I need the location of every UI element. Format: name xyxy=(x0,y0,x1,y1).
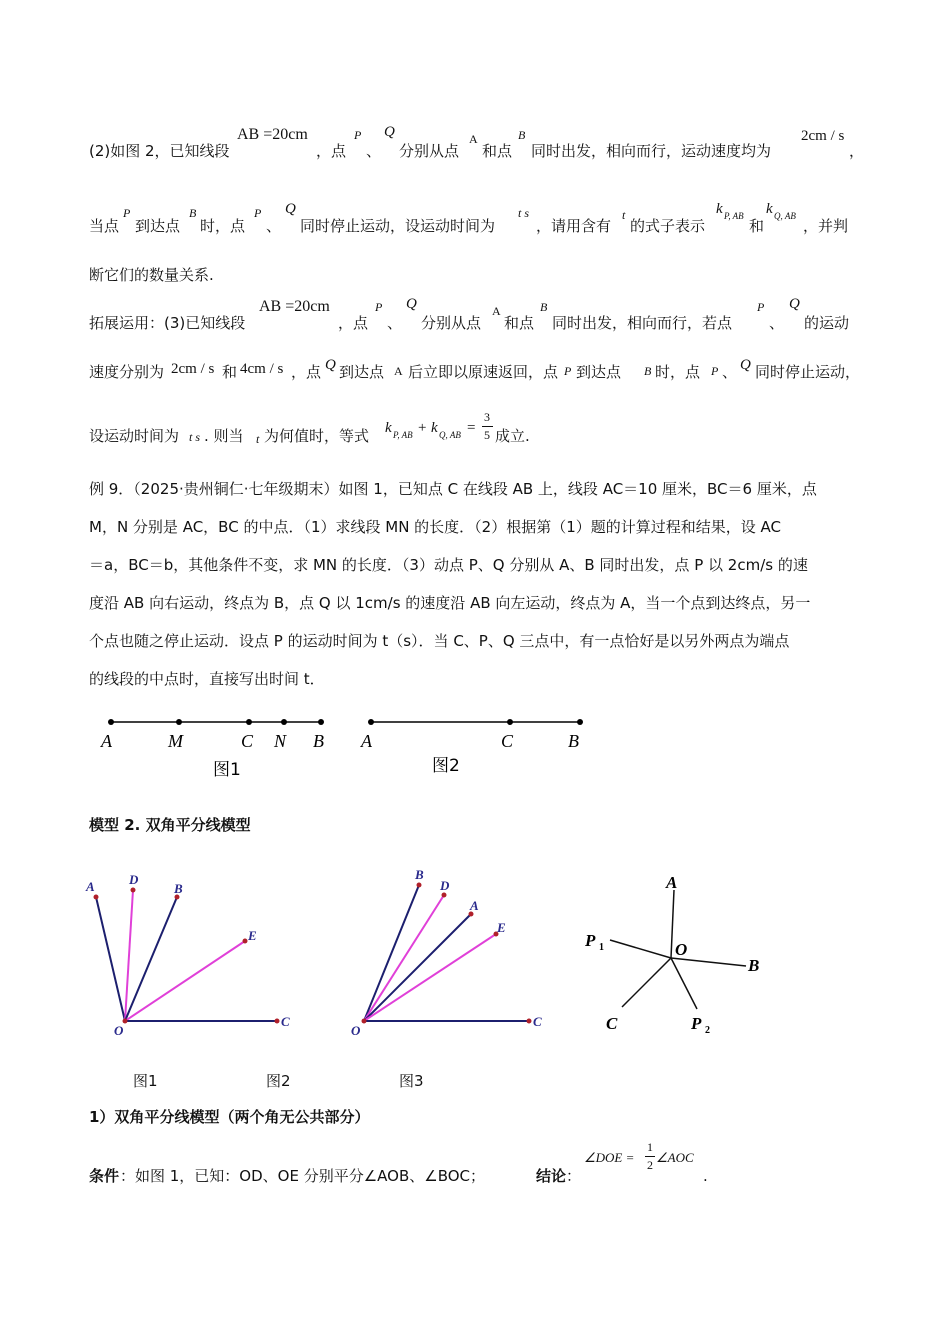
p3-l2a: 速度分别为 xyxy=(89,363,165,381)
segment-figure-2 xyxy=(355,705,595,790)
point-n xyxy=(281,719,287,725)
ray-oa xyxy=(96,897,125,1021)
label-b: B xyxy=(415,867,424,882)
point-m xyxy=(176,719,182,725)
p3-k1sub: P, AB xyxy=(393,430,413,440)
concl-end: . xyxy=(703,1167,708,1185)
p2b-when: 时，点 xyxy=(200,217,246,235)
p3-t: t xyxy=(256,432,260,446)
caption-fig2: 图2 xyxy=(432,756,460,776)
angle-figure-3 xyxy=(575,865,785,1045)
label-p1-sub: 1 xyxy=(599,942,604,953)
p3-from: 分别从点 xyxy=(421,314,482,332)
concl-den: 2 xyxy=(647,1158,653,1172)
point-e xyxy=(243,939,248,944)
p3-k1: k xyxy=(385,420,392,436)
ray-ob xyxy=(125,897,177,1021)
ex9-block xyxy=(89,470,817,698)
p2-prefix: (2)如图 2，已知线段 xyxy=(89,142,230,160)
p3-v2: 4cm / s xyxy=(240,361,284,377)
p2b-P: P xyxy=(123,206,131,220)
label-p1: P xyxy=(585,931,596,950)
p2b-reach: 到达点 xyxy=(135,217,181,235)
p2b-dun: 、 xyxy=(266,217,282,235)
ray-oc xyxy=(622,958,671,1007)
p2b-please: ，请用含有 xyxy=(536,217,612,235)
ray-ob xyxy=(671,958,746,966)
p2b-Q: Q xyxy=(285,201,296,217)
p3-P2: P xyxy=(757,300,765,314)
p2-ab: AB =20cm xyxy=(237,126,308,143)
p2-A: A xyxy=(469,132,478,146)
p2b-B: B xyxy=(189,206,197,220)
p2b-line3: 断它们的数量关系. xyxy=(89,266,214,284)
p2-mid: 同时出发，相向而行，运动速度均为 xyxy=(531,142,772,160)
p3-l2f: 到达点 xyxy=(576,363,622,381)
label-o: O xyxy=(351,1023,361,1038)
label-o: O xyxy=(114,1023,124,1038)
p3-Q3: Q xyxy=(325,357,336,373)
label-a: A xyxy=(666,873,678,892)
p3-den: 5 xyxy=(484,428,490,442)
concl-lhs: ∠DOE = xyxy=(584,1150,635,1165)
ray-oa xyxy=(671,890,674,958)
cond-text: ：如图 1，已知：OD、OE 分别平分∠AOB、∠BOC； xyxy=(120,1167,486,1185)
p2b-k1: k xyxy=(716,201,723,217)
p3-Q2: Q xyxy=(789,296,800,312)
label-c: C xyxy=(241,731,254,751)
p2b-pre: 当点 xyxy=(89,217,120,235)
p2b-tail: ，并判 xyxy=(803,217,849,235)
label-c: C xyxy=(501,731,514,751)
p3-dun: 、 xyxy=(387,314,403,332)
p3-plus: + xyxy=(418,420,427,436)
p2b-stop: 同时停止运动，设运动时间为 xyxy=(300,217,496,235)
point-a xyxy=(94,895,99,900)
p2-from: 分别从点 xyxy=(399,142,460,160)
p3-l2g: 时，点 xyxy=(655,363,701,381)
p3-prefix: 拓展运用：(3)已知线段 xyxy=(89,314,246,332)
label-b: B xyxy=(568,731,579,751)
p3-l2i: 同时停止运动， xyxy=(755,363,861,381)
p3-P4: P xyxy=(711,364,719,378)
p3-l3a: 设运动时间为 xyxy=(89,427,180,445)
caption-angle-fig3: 图3 xyxy=(399,1072,424,1090)
p2-B: B xyxy=(518,128,526,142)
p3-k2sub: Q, AB xyxy=(439,430,461,440)
p3-B2: B xyxy=(644,364,652,378)
p3-l2d: 到达点 xyxy=(339,363,385,381)
label-n: N xyxy=(274,731,287,751)
concl-frac-bar xyxy=(645,1156,655,1157)
caption-fig1: 图1 xyxy=(213,760,241,780)
p3-l2b: 和 xyxy=(222,363,238,381)
point-a xyxy=(368,719,374,725)
label-c: C xyxy=(281,1014,290,1029)
p2-and: 和点 xyxy=(482,142,513,160)
label-b: B xyxy=(313,731,324,751)
p2b-t: t xyxy=(622,208,626,222)
label-b: B xyxy=(748,956,760,975)
angle-figure-2 xyxy=(340,862,560,1040)
p3-num: 3 xyxy=(484,410,490,424)
point-b xyxy=(417,883,422,888)
p2b-k2: k xyxy=(766,201,773,217)
p3-l2e: 后立即以原速返回，点 xyxy=(408,363,559,381)
point-c xyxy=(275,1019,280,1024)
p3-P3: P xyxy=(564,364,572,378)
label-e: E xyxy=(248,928,257,943)
p3-and: 和点 xyxy=(504,314,535,332)
concl-num: 1 xyxy=(647,1140,653,1154)
caption-angle-fig1: 图1 xyxy=(133,1072,158,1090)
p3-eq: = xyxy=(467,420,476,436)
angle-figure-1 xyxy=(80,870,300,1040)
p3-B: B xyxy=(540,300,548,314)
p3-A2: A xyxy=(394,364,403,378)
point-b xyxy=(318,719,324,725)
point-c xyxy=(246,719,252,725)
point-b xyxy=(577,719,583,725)
label-m: M xyxy=(168,731,183,751)
p2-comma: ，点 xyxy=(316,142,347,160)
point-c xyxy=(507,719,513,725)
p2b-ts: t s xyxy=(518,206,530,220)
point-d xyxy=(442,893,447,898)
p3-comma: ，点 xyxy=(338,314,369,332)
p3-ts: t s xyxy=(189,430,201,444)
p3-l2h: 、 xyxy=(722,363,738,381)
ray-oe xyxy=(125,941,245,1021)
label-e: E xyxy=(497,920,506,935)
p3-P: P xyxy=(375,300,383,314)
label-p2: P xyxy=(691,1014,702,1033)
p2b-k2sub: Q, AB xyxy=(774,211,796,221)
p3-ab: AB =20cm xyxy=(259,298,330,315)
ray-ob xyxy=(364,885,419,1021)
ray-oa xyxy=(364,914,471,1021)
ray-op1 xyxy=(610,940,671,958)
ex9-line1: 例 9．（2025·贵州铜仁·七年级期末）如图 1，已知点 C 在线段 AB 上，线段 AC＝10 厘米，BC＝6 厘米，点 xyxy=(89,480,817,498)
label-a: A xyxy=(470,898,479,913)
concl-rhs: ∠AOC xyxy=(656,1150,694,1165)
ex9-line3: ＝a，BC＝b，其他条件不变，求 MN 的长度．（3）动点 P、Q 分别从 A、B 同时出发，点 P 以 2cm/s 的速 xyxy=(89,556,808,574)
label-p2-sub: 2 xyxy=(705,1025,710,1036)
p3-mid: 同时出发，相向而行，若点 xyxy=(552,314,733,332)
ex9-line4: 度沿 AB 向右运动，终点为 B，点 Q 以 1cm/s 的速度沿 AB 向左运动，终点为 A，当一个点到达终点，另一 xyxy=(89,594,811,612)
concl-colon: ： xyxy=(566,1167,582,1185)
model2-title: 模型 2. 双角平分线模型 xyxy=(89,816,251,834)
p2b-expr: 的式子表示 xyxy=(630,217,706,235)
ray-od xyxy=(364,895,444,1021)
p2-dun: 、 xyxy=(366,142,382,160)
p2-P: P xyxy=(354,128,362,142)
ex9-line5: 个点也随之停止运动．设点 P 的运动时间为 t（s）．当 C、P、Q 三点中，有一点恰好是以另外两点为端点 xyxy=(89,632,790,650)
label-a: A xyxy=(101,731,112,751)
ray-oe xyxy=(364,934,496,1021)
p3-Q4: Q xyxy=(740,357,751,373)
p3-Q: Q xyxy=(406,296,417,312)
ex9-line6: 的线段的中点时，直接写出时间 t． xyxy=(89,670,325,688)
point-o xyxy=(362,1019,367,1024)
caption-angle-fig2: 图2 xyxy=(266,1072,291,1090)
p3-frac-bar xyxy=(482,426,493,427)
label-c: C xyxy=(606,1014,618,1033)
label-a: A xyxy=(86,879,95,894)
p2b-and: 和 xyxy=(749,217,765,235)
p3-k2: k xyxy=(431,420,438,436)
segment-figure-1 xyxy=(95,705,345,790)
p3-A: A xyxy=(492,304,501,318)
p2b-P2: P xyxy=(254,206,262,220)
p2-line1 xyxy=(89,141,230,161)
label-a: A xyxy=(361,731,372,751)
label-o: O xyxy=(675,940,688,959)
label-d: D xyxy=(129,872,139,887)
point-c xyxy=(527,1019,532,1024)
cond-label: 条件 xyxy=(89,1167,120,1185)
p2b-k1sub: P, AB xyxy=(724,211,744,221)
p3-tail: 的运动 xyxy=(804,314,850,332)
label-b: B xyxy=(174,881,183,896)
p2-end: ， xyxy=(849,142,865,160)
ex9-line2: M，N 分别是 AC，BC 的中点．（1）求线段 MN 的长度．（2）根据第（1）题的计算过程和结果，设 AC xyxy=(89,518,782,536)
ray-od xyxy=(125,890,133,1021)
ray-op2 xyxy=(671,958,697,1009)
label-c: C xyxy=(533,1014,542,1029)
p2-Q: Q xyxy=(384,124,395,140)
p3-v1: 2cm / s xyxy=(171,361,215,377)
p2-speed: 2cm / s xyxy=(801,128,845,144)
point-a xyxy=(108,719,114,725)
sub1-title: 1）双角平分线模型（两个角无公共部分） xyxy=(89,1108,370,1126)
point-d xyxy=(131,888,136,893)
p3-dun2: 、 xyxy=(769,314,785,332)
p3-l3c: 为何值时，等式 xyxy=(264,427,370,445)
p3-l3d: 成立. xyxy=(495,427,530,445)
concl-label: 结论 xyxy=(536,1167,567,1185)
label-d: D xyxy=(440,878,450,893)
p3-l3b: . 则当 xyxy=(204,427,244,445)
p3-l2c: ，点 xyxy=(291,363,322,381)
